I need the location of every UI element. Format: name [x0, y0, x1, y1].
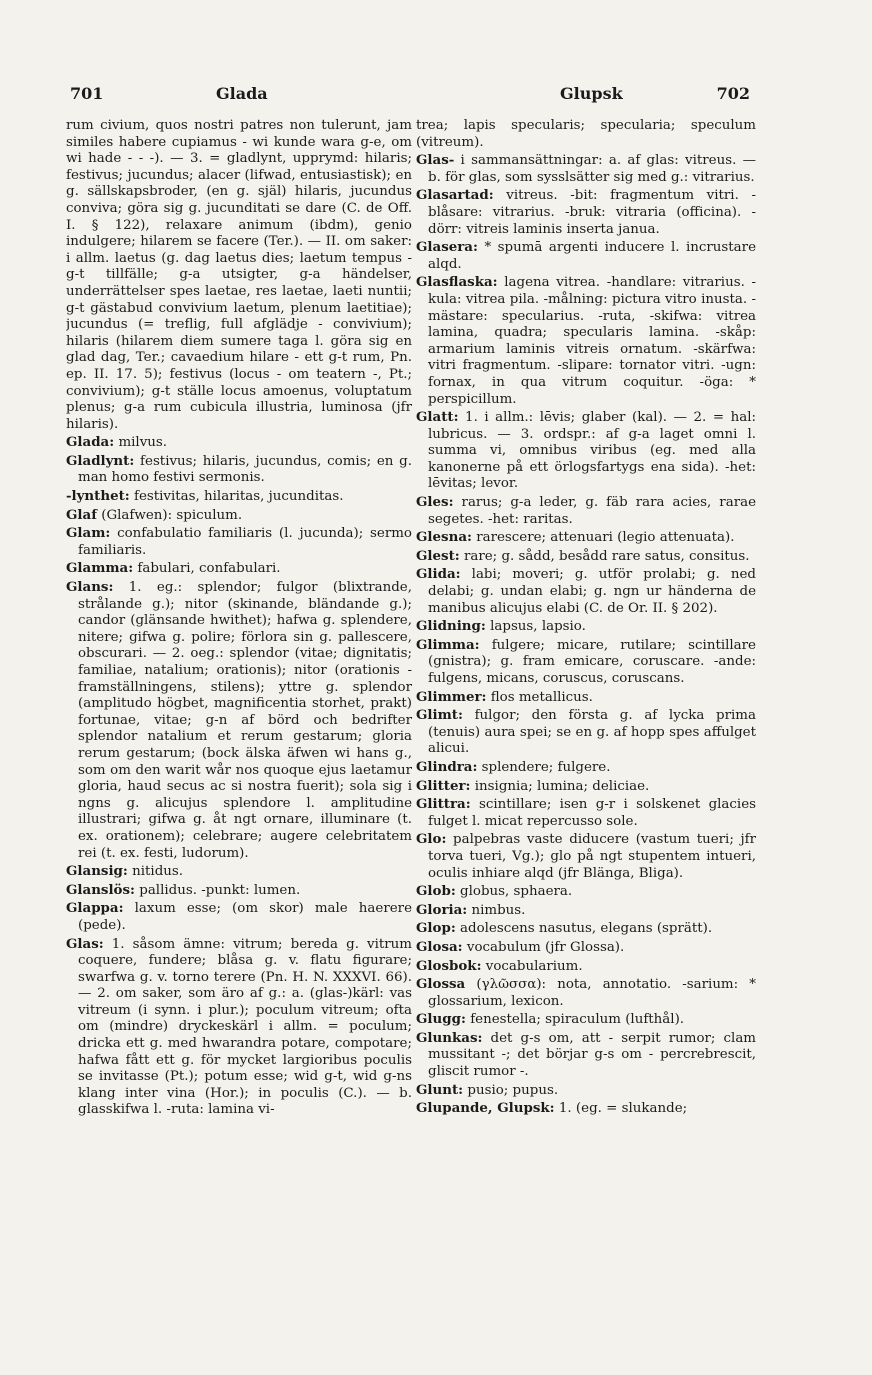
entry-text: rarus; g-a leder, g. fäb rara acies, rarae segetes. -het: raritas.	[428, 495, 756, 527]
dictionary-entry	[416, 939, 756, 957]
page-header	[70, 84, 750, 110]
entry-headword: Glitter:	[416, 777, 471, 794]
entry-text: palpebras vaste diducere (vastum tueri; jfr torva tueri, Vg.); glo på ngt stupentem intueri, oculis inhiare alqd (jfr Blänga, Bliga).	[428, 832, 756, 881]
dictionary-entry	[416, 274, 756, 408]
entry-text: 1. eg.: splendor; fulgor (blixtrande, strålande g.); nitor (skinande, bländande g.); candor (glänsande hwithet); hafwa g. splendere, nitere; gifwa g. polire; förlora sin g. pallescere, obscurari. — 2. oeg.: splendor (vitae; dignitatis; familiae, natalium; orationis); nitor (orationis - framställningens, stilens); yttre g. splendor (amplitudo högbet, magnificentia storhet, prakt) fortunae, vitae; g-n af börd och bedrifter splendor natalium et rerum gestarum; gloria rerum gestarum; (bock älska äfwen wi hans g., som om den warit wår nos quoque ejus laetamur gloria, haud secus ac si nostra fuerit); sola sig i ngns g. alicujus splendore l. amplitudine illustrari; gifwa g. åt ngt ornare, illuminare (t. ex. orationem); celebrare; augere celebritatem rei (t. ex. festi, ludorum).	[78, 580, 412, 861]
entry-text: splendere; fulgere.	[477, 759, 611, 775]
entry-text: fulgere; micare, rutilare; scintillare (gnistra); g. fram emicare, coruscare. -ande: fulgens, micans, coruscus, coruscans.	[428, 637, 756, 686]
dictionary-entry	[416, 759, 756, 777]
entry-headword: Glidning:	[416, 618, 486, 635]
dictionary-entry	[416, 187, 756, 238]
entry-headword: Glanslös:	[66, 881, 135, 898]
entry-headword: Glans:	[66, 579, 114, 596]
entry-text: labi; moveri; g. utför prolabi; g. ned delabi; g. undan elabi; g. ngn ur händerna de manibus alicujus elabi (C. de Or. II. § 202).	[428, 567, 756, 616]
entry-text: fenestella; spiraculum (lufthål).	[465, 1012, 685, 1028]
entry-headword: Glas-	[416, 152, 455, 169]
entry-headword: Glasflaska:	[416, 274, 498, 291]
entry-text: flos metallicus.	[486, 689, 593, 705]
entry-headword: Glasera:	[416, 239, 478, 256]
dictionary-entry	[66, 579, 412, 862]
entry-text: globus, sphaera.	[455, 884, 573, 900]
entry-headword: Gloria:	[416, 901, 468, 918]
dictionary-entry	[66, 863, 412, 881]
dictionary-entry	[416, 707, 756, 758]
entry-headword: Glunkas:	[416, 1029, 483, 1046]
entry-text: festivus; hilaris, jucundus, comis; en g. man homo festivi sermonis.	[78, 453, 412, 486]
entry-text: trea; lapis specularis; specularia; speculum (vitreum).	[416, 118, 756, 150]
dictionary-entry	[416, 409, 756, 493]
dictionary-entry	[416, 831, 756, 882]
left-column	[66, 118, 412, 1350]
dictionary-entry	[416, 566, 756, 617]
entry-text: nitidus.	[127, 864, 184, 880]
dictionary-entry	[416, 689, 756, 707]
dictionary-entry	[416, 1011, 756, 1029]
dictionary-entry	[66, 525, 412, 559]
entry-text: vocabularium.	[481, 958, 583, 974]
dictionary-entry	[416, 1082, 756, 1100]
dictionary-entry	[66, 882, 412, 900]
dictionary-entry	[66, 900, 412, 934]
entry-text: nimbus.	[467, 902, 526, 918]
running-head-left: Glada	[216, 84, 268, 103]
entry-headword: Glam:	[66, 525, 111, 542]
entry-headword: Glatt:	[416, 409, 459, 426]
dictionary-entry	[416, 529, 756, 547]
entry-text: * spumā argenti inducere l. incrustare alqd.	[428, 240, 756, 272]
dictionary-entry	[416, 976, 756, 1010]
entry-headword: Glindra:	[416, 758, 478, 775]
entry-headword: Glossa	[416, 976, 466, 993]
dictionary-entry	[416, 1030, 756, 1081]
entry-text: milvus.	[114, 435, 168, 451]
entry-headword: Glest:	[416, 547, 460, 564]
entry-headword: Glugg:	[416, 1011, 466, 1028]
entry-text: rare; g. sådd, besådd rare satus, consitus.	[459, 548, 750, 564]
entry-text: 1. (eg. = slukande;	[554, 1101, 688, 1117]
entry-headword: Glaf	[66, 506, 97, 523]
entry-headword: Glob:	[416, 883, 456, 900]
dictionary-entry	[416, 152, 756, 186]
entry-text: insignia; lumina; deliciae.	[470, 778, 650, 794]
entry-text: 1. såsom ämne: vitrum; bereda g. vitrum coquere, fundere; blåsa g. v. flatu figurare; swarfwa g. v. torno terere (Pn. H. N. XXXVI. 66). — 2. om saker, som äro af g.: a. (glas-)kärl: vas vitreum (i synn. i plur.); poculum vitreum; ofta om (mindre) dryckeskärl i allm. = poculum; dricka ett g. med hwarandra potare, compotare; hafwa fått ett g. för mycket largioribus poculis se invitasse (Pt.); potum esse; wid g-t, wid g-ns klang inter vina (Hor.); in poculis (C.). — b. glasskifwa l. -ruta: lamina vi-	[78, 936, 412, 1118]
entry-text: rum civium, quos nostri patres non tulerunt, jam similes habere cupiamus - wi kunde wara g-e, om wi hade - - -). — 3. = gladlynt, upprymd: hilaris; festivus; jucundus; alacer (lifwad, entusiastisk); en g. sällskapsbroder, (en g. själ) hilaris, jucundus conviva; göra sig g. jucunditati se dare (C. de Off. I. § 122), relaxare animum (ibdm), genio indulgere; hilarem se facere (Ter.). — II. om saker: i allm. laetus (g. dag laetus dies; laetum tempus - g-t tillfälle; g-a utsigter, g-a händelser, underrättelser spes laetae, res laetae, laeti nuntii; g-t gästabud convivium laetum, plenum laetitiae); jucundus (= treflig, full afglädje - convivium); hilaris (hilarem diem sumere taga l. göra sig en glad dag, Ter.; cavaedium hilare - ett g-t rum, Pn. ep. II. 17. 5); festivus (locus - om teatern -, Pt.; convivium); g-t ställe locus amoenus, voluptatum plenus; g-a rum cubicula illustria, luminosa (jfr hilaris).	[66, 118, 412, 432]
dictionary-entry	[416, 494, 756, 528]
entry-text: (γλῶσσα): nota, annotatio. -sarium: * glossarium, lexicon.	[428, 977, 756, 1009]
dictionary-entry	[416, 920, 756, 938]
entry-headword: Glimma:	[416, 636, 480, 653]
page-number-left: 701	[70, 84, 104, 103]
entry-headword: Glesna:	[416, 529, 472, 546]
entry-text: i sammansättningar: a. af glas: vitreus. — b. för glas, som sysslsätter sig med g.: vitrarius.	[428, 153, 756, 185]
entry-headword: Glop:	[416, 920, 456, 937]
page-number-right: 702	[716, 84, 750, 103]
entry-headword: -lynthet:	[66, 488, 130, 505]
entry-text: vitreus. -bit: fragmentum vitri. -blåsare: vitrarius. -bruk: vitraria (officina). -dörr: vitreis laminis inserta janua.	[428, 188, 756, 237]
entry-headword: Glansig:	[66, 863, 128, 880]
dictionary-entry	[66, 453, 412, 487]
entry-text: scintillare; isen g-r i solskenet glacies fulget l. micat repercusso sole.	[428, 797, 756, 829]
dictionary-entry	[416, 618, 756, 636]
entry-headword: Glo:	[416, 831, 447, 848]
dictionary-entry	[416, 239, 756, 273]
dictionary-entry	[66, 488, 412, 506]
entry-headword: Glupande, Glupsk:	[416, 1100, 555, 1117]
dictionary-entry	[66, 560, 412, 578]
dictionary-entry	[66, 434, 412, 452]
entry-headword: Glada:	[66, 434, 115, 451]
dictionary-entry	[416, 902, 756, 920]
entry-headword: Glosa:	[416, 938, 463, 955]
dictionary-entry	[416, 118, 756, 151]
entry-headword: Glida:	[416, 566, 461, 583]
entry-text: rarescere; attenuari (legio attenuata).	[471, 530, 735, 546]
dictionary-entry	[416, 778, 756, 796]
entry-text: vocabulum (jfr Glossa).	[462, 939, 625, 955]
entry-headword: Gles:	[416, 494, 454, 511]
entry-text: lapsus, lapsio.	[485, 619, 586, 635]
entry-text: laxum esse; (om skor) male haerere (pede).	[78, 901, 412, 933]
entry-text: lagena vitrea. -handlare: vitrarius. -kula: vitrea pila. -målning: pictura vitro inusta. -mästare: specularius. -ruta, -skifwa: vitrea lamina, quadra; specularis lamina. -skåp: armarium laminis vitreis ornatum. -skärfwa: vitri fragmentum. -slipare: tornator vitri. -ugn: fornax, in qua vitrum coquitur. -öga: * perspicillum.	[428, 275, 756, 407]
entry-text: 1. i allm.: lēvis; glaber (kal). — 2. = hal: lubricus. — 3. ordspr.: af g-a laget omni l. summa vi, omnibus viribus (eg. med alla kanonerne på ett örlogsfartygs ena sida). -het: lēvitas; levor.	[428, 410, 756, 492]
entry-headword: Glas:	[66, 935, 104, 952]
dictionary-entry	[416, 958, 756, 976]
right-column	[416, 118, 756, 1350]
entry-text: festivitas, hilaritas, jucunditas.	[129, 489, 344, 505]
dictionary-entry	[416, 796, 756, 830]
dictionary-entry	[66, 118, 412, 433]
dictionary-entry	[416, 1100, 756, 1118]
entry-headword: Glimmer:	[416, 688, 487, 705]
entry-headword: Glunt:	[416, 1081, 464, 1098]
dictionary-entry	[416, 637, 756, 688]
entry-headword: Glappa:	[66, 900, 124, 917]
entry-text: confabulatio familiaris (l. jucunda); sermo familiaris.	[78, 526, 412, 558]
entry-text: fabulari, confabulari.	[133, 561, 281, 577]
entry-headword: Glamma:	[66, 560, 134, 577]
entry-text: pallidus. -punkt: lumen.	[134, 882, 301, 898]
entry-text: pusio; pupus.	[463, 1082, 559, 1098]
entry-text: adolescens nasutus, elegans (sprätt).	[455, 921, 713, 937]
dictionary-entry	[416, 883, 756, 901]
dictionary-entry	[66, 507, 412, 525]
entry-headword: Glasartad:	[416, 187, 494, 204]
running-head-right: Glupsk	[560, 84, 623, 103]
entry-text: det g-s om, att - serpit rumor; clam mussitant -; det börjar g-s om - percrebrescit, gliscit rumor -.	[428, 1030, 756, 1080]
dictionary-entry	[66, 936, 412, 1120]
entry-headword: Glimt:	[416, 707, 463, 724]
entry-headword: Glosbok:	[416, 957, 482, 974]
entry-text: (Glafwen): spiculum.	[96, 507, 243, 523]
entry-text: fulgor; den första g. af lycka prima (tenuis) aura spei; se en g. af hopp spes affulget alicui.	[428, 708, 756, 757]
entry-headword: Glittra:	[416, 796, 471, 813]
dictionary-entry	[416, 548, 756, 566]
entry-headword: Gladlynt:	[66, 452, 135, 469]
